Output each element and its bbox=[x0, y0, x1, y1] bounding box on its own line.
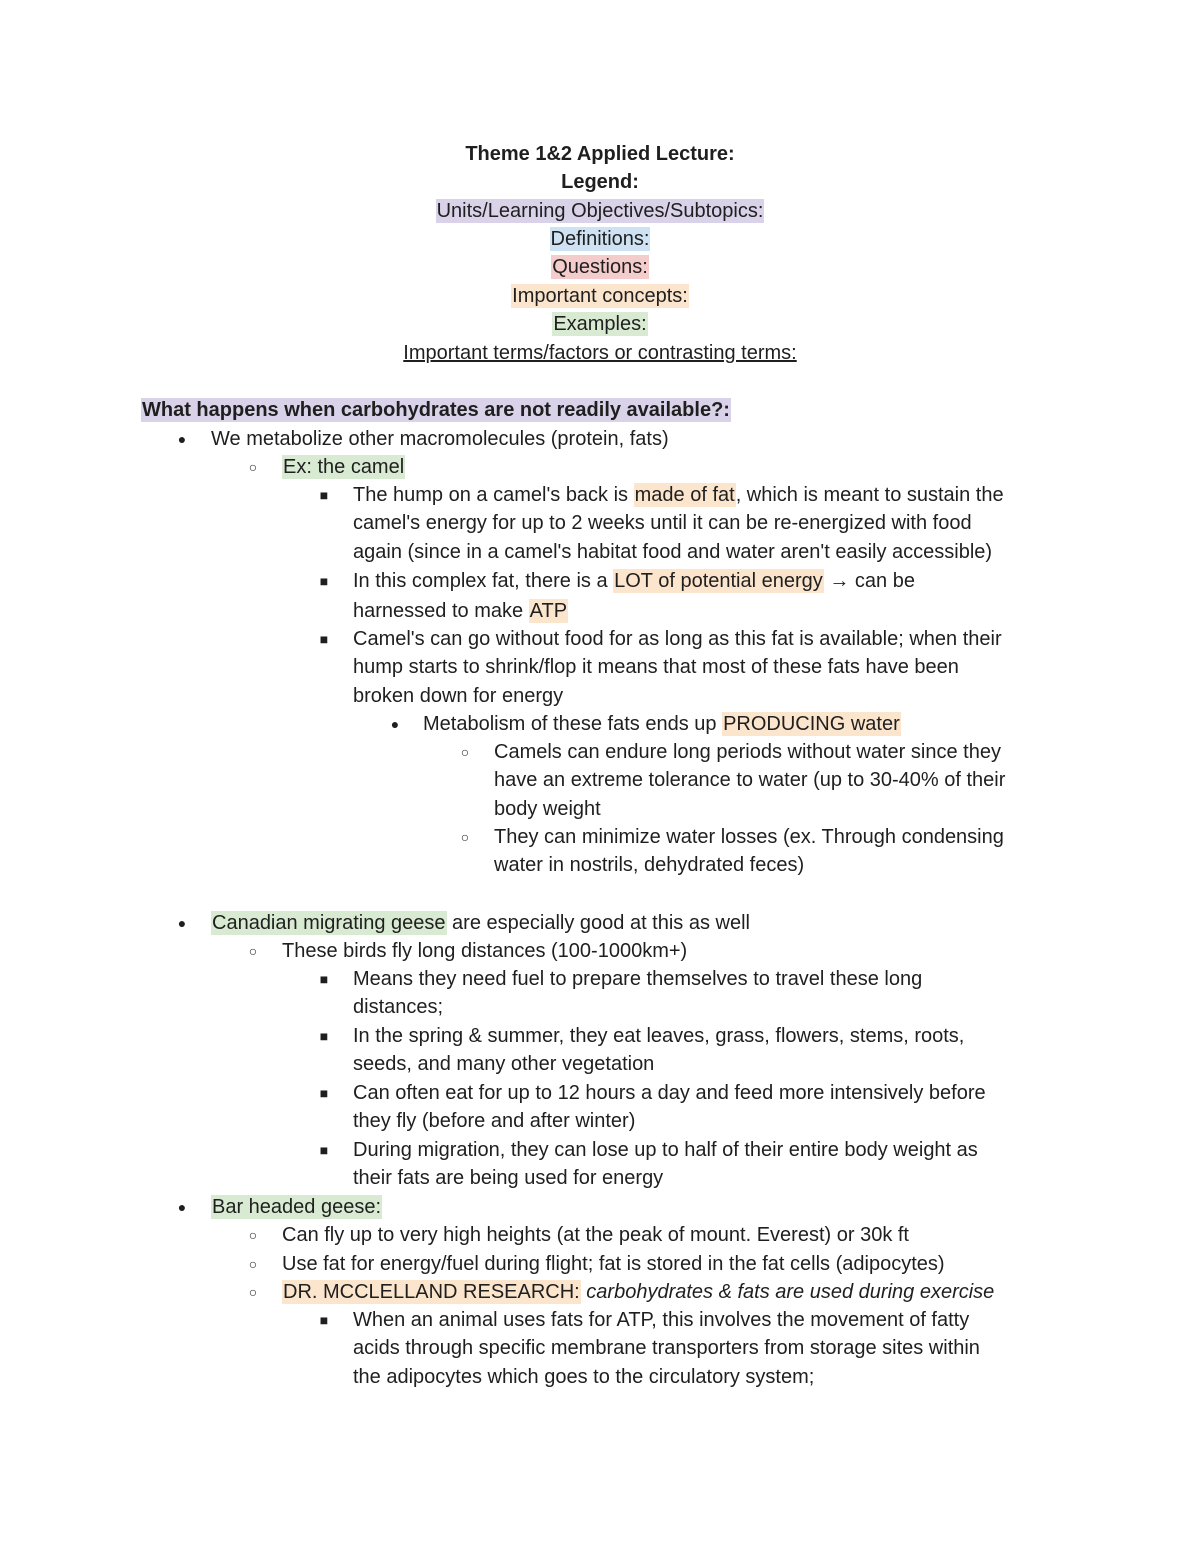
uses-line-3: the adipocytes which goes to the circulatory system; bbox=[353, 1365, 815, 1388]
complex-line-1 bbox=[353, 567, 1063, 597]
list-item-uses-fats bbox=[353, 1306, 1063, 1391]
list-item-eat bbox=[353, 1079, 1063, 1136]
disc-bullet-icon: ● bbox=[177, 1199, 187, 1215]
square-bullet-icon: ■ bbox=[319, 971, 329, 987]
square-bullet-icon: ■ bbox=[319, 631, 329, 647]
complex-text-b: → can be bbox=[823, 570, 915, 592]
legend-concepts bbox=[0, 282, 1200, 310]
endure-line-3: body weight bbox=[494, 797, 601, 820]
circle-bullet-icon: ○ bbox=[248, 1284, 258, 1300]
legend-terms bbox=[0, 339, 1200, 367]
hump-highlight: made of fat bbox=[634, 484, 735, 506]
legend-definitions bbox=[0, 225, 1200, 253]
legend-title: Legend: bbox=[561, 171, 639, 193]
circle-bullet-icon: ○ bbox=[248, 1227, 258, 1243]
legend-concepts-label: Important concepts: bbox=[512, 285, 688, 307]
legend-examples-label: Examples: bbox=[553, 313, 647, 335]
section-heading bbox=[141, 396, 731, 424]
geese-highlight: Canadian migrating geese bbox=[212, 912, 446, 934]
circle-bullet-icon: ○ bbox=[460, 744, 470, 760]
list-item-metabolism bbox=[423, 710, 1063, 738]
section-heading-text: What happens when carbohydrates are not readily available?: bbox=[142, 399, 730, 421]
circle-bullet-icon: ○ bbox=[248, 943, 258, 959]
list-item-bar-headed-geese bbox=[211, 1193, 1061, 1221]
disc-bullet-icon: ● bbox=[177, 431, 187, 447]
list-item-use-fat: Use fat for energy/fuel during flight; fat is stored in the fat cells (adipocytes) bbox=[282, 1253, 945, 1275]
fuel-line-2: distances; bbox=[353, 996, 444, 1019]
spring-line-1: In the spring & summer, they eat leaves, grass, flowers, stems, roots, bbox=[353, 1025, 965, 1047]
square-bullet-icon: ■ bbox=[319, 1312, 329, 1328]
square-bullet-icon: ■ bbox=[319, 1085, 329, 1101]
legend-examples bbox=[0, 310, 1200, 338]
disc-bullet-icon: ● bbox=[390, 716, 400, 732]
eat-line-2: they fly (before and after winter) bbox=[353, 1110, 636, 1133]
legend-questions-label: Questions: bbox=[552, 256, 648, 278]
list-item-camel-example bbox=[282, 453, 1072, 481]
uses-line-2: acids through specific membrane transporters from storage sites within bbox=[353, 1337, 980, 1360]
migration-line-2: their fats are being used for energy bbox=[353, 1167, 664, 1190]
legend-units-label: Units/Learning Objectives/Subtopics: bbox=[436, 200, 764, 222]
without-line-1: Camel's can go without food for as long as this fat is available; when their bbox=[353, 628, 1002, 650]
complex-line-2 bbox=[353, 597, 1063, 627]
list-item-research bbox=[282, 1278, 1072, 1306]
complex-highlight: LOT of potential energy bbox=[614, 570, 823, 592]
list-item-hump bbox=[353, 481, 1063, 566]
hump-line-2: camel's energy for up to 2 weeks until it can be re-energized with food bbox=[353, 512, 972, 535]
list-item-heights: Can fly up to very high heights (at the peak of mount. Everest) or 30k ft bbox=[282, 1224, 909, 1246]
hump-text-b: , which is meant to sustain the bbox=[735, 484, 1004, 506]
metab-highlight: PRODUCING water bbox=[723, 713, 900, 735]
metab-text: Metabolism of these fats ends up bbox=[423, 713, 723, 735]
complex-text-l2: harnessed to make bbox=[353, 599, 529, 622]
circle-bullet-icon: ○ bbox=[248, 459, 258, 475]
bar-geese-highlight: Bar headed geese: bbox=[212, 1196, 382, 1218]
list-item-without-food bbox=[353, 625, 1063, 710]
list-item-endure bbox=[494, 738, 1064, 823]
hump-line-3: again (since in a camel's habitat food and water aren't easily accessible) bbox=[353, 540, 993, 563]
uses-line-1: When an animal uses fats for ATP, this involves the movement of fatty bbox=[353, 1309, 970, 1331]
minimize-line-1: They can minimize water losses (ex. Through condensing bbox=[494, 826, 1004, 848]
square-bullet-icon: ■ bbox=[319, 487, 329, 503]
circle-bullet-icon: ○ bbox=[460, 829, 470, 845]
document-title: Theme 1&2 Applied Lecture: bbox=[465, 143, 735, 165]
list-item-minimize bbox=[494, 823, 1064, 880]
without-line-2: hump starts to shrink/flop it means that most of these fats have been bbox=[353, 656, 959, 679]
hump-line-1 bbox=[353, 481, 1063, 509]
endure-line-2: have an extreme tolerance to water (up to 30-40% of their bbox=[494, 769, 1006, 792]
list-item-birds-fly: These birds fly long distances (100-1000km+) bbox=[282, 940, 688, 962]
fuel-line-1: Means they need fuel to prepare themselves to travel these long bbox=[353, 968, 923, 990]
list-item-spring bbox=[353, 1022, 1063, 1079]
eat-line-1: Can often eat for up to 12 hours a day and feed more intensively before bbox=[353, 1082, 986, 1104]
list-item-canadian-geese bbox=[211, 909, 1061, 937]
atp-highlight: ATP bbox=[529, 599, 568, 622]
migration-line-1: During migration, they can lose up to half of their entire body weight as bbox=[353, 1139, 978, 1161]
square-bullet-icon: ■ bbox=[319, 1142, 329, 1158]
list-item-complex-fat bbox=[353, 567, 1063, 626]
complex-text-a: In this complex fat, there is a bbox=[353, 570, 614, 592]
list-item-metabolize: We metabolize other macromolecules (protein, fats) bbox=[211, 428, 669, 450]
square-bullet-icon: ■ bbox=[319, 1028, 329, 1044]
list-item-migration bbox=[353, 1136, 1063, 1193]
circle-bullet-icon: ○ bbox=[248, 1256, 258, 1272]
list-item-fuel bbox=[353, 965, 1063, 1022]
legend-units bbox=[0, 197, 1200, 225]
legend-definitions-label: Definitions: bbox=[550, 228, 650, 250]
research-italic: carbohydrates & fats are used during exercise bbox=[580, 1281, 995, 1303]
camel-example-highlight: Ex: the camel bbox=[283, 456, 405, 478]
spring-line-2: seeds, and many other vegetation bbox=[353, 1053, 655, 1076]
geese-text: are especially good at this as well bbox=[446, 912, 750, 934]
research-highlight: DR. MCCLELLAND RESEARCH: bbox=[283, 1281, 580, 1303]
square-bullet-icon: ■ bbox=[319, 573, 329, 589]
hump-text-a: The hump on a camel's back is bbox=[353, 484, 634, 506]
endure-line-1: Camels can endure long periods without water since they bbox=[494, 741, 1001, 763]
minimize-line-2: water in nostrils, dehydrated feces) bbox=[494, 854, 805, 877]
legend-terms-label: Important terms/factors or contrasting terms: bbox=[403, 342, 797, 364]
disc-bullet-icon: ● bbox=[177, 915, 187, 931]
without-line-3: broken down for energy bbox=[353, 684, 564, 707]
legend-questions bbox=[0, 253, 1200, 281]
